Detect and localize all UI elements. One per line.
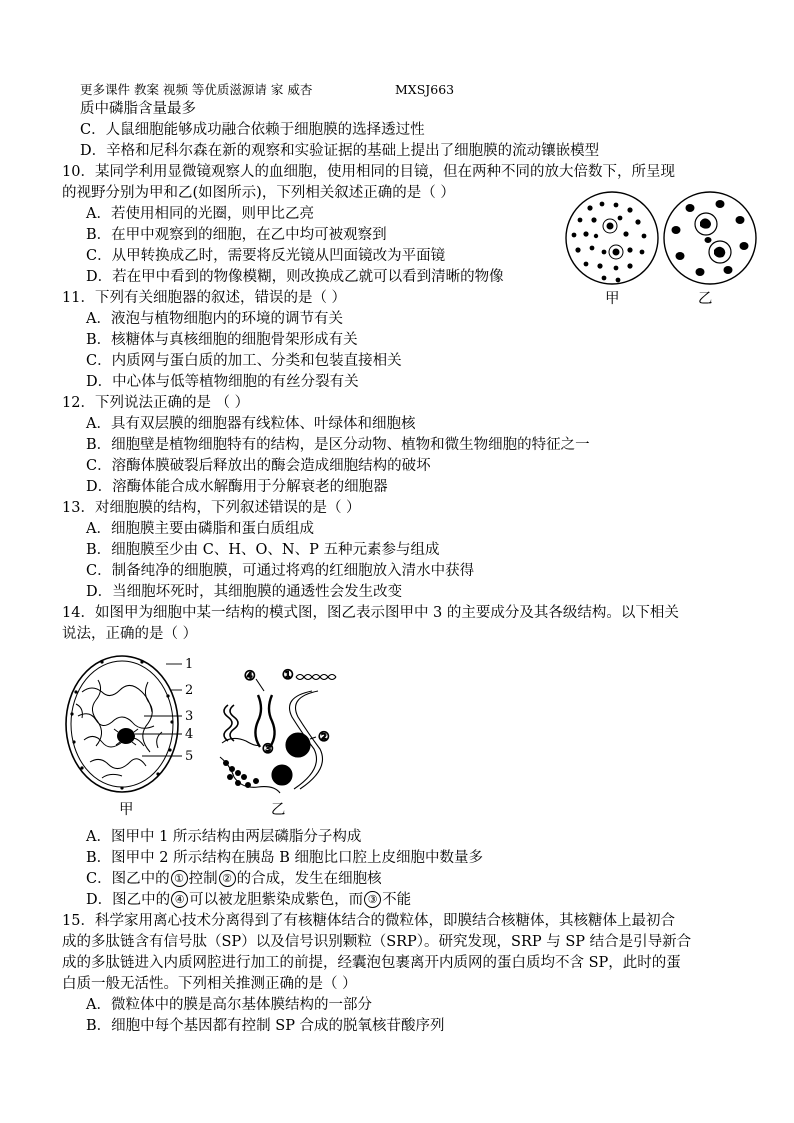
circled-1: ① [171,870,188,887]
label-jia-1: 1 [185,657,194,672]
q14-stem-1: 14．如图甲为细胞中某一结构的模式图，图乙表示图甲中 3 的主要成分及其各级结构。以下相关 [62,605,679,621]
q10-option-c: C．从甲转换成乙时，需要将反光镜从凹面镜改为平面镜 [86,248,446,264]
q15-option-b: B．细胞中每个基因都有控制 SP 合成的脱氧核苷酸序列 [86,1018,445,1034]
q14-option-b: B．图甲中 2 所示结构在胰岛 B 细胞比口腔上皮细胞中数量多 [86,850,483,866]
q12-option-a: A．具有双层膜的细胞器有线粒体、叶绿体和细胞核 [86,416,416,432]
circled-3: ③ [364,891,381,908]
q12-option-c: C．溶酶体膜破裂后释放出的酶会造成细胞结构的破坏 [86,458,431,474]
q14-option-c-part1: C．图乙中的 [86,871,170,887]
label-jia-2: 2 [185,683,194,698]
q13-option-a: A．细胞膜主要由磷脂和蛋白质组成 [86,521,314,537]
label-yi-3: ③ [262,742,274,757]
q15-stem-2: 成的多肽链含有信号肽（SP）以及信号识别颗粒（SRP）。研究发现，SRP 与 SP 结合是引导新合 [62,934,692,950]
q14-option-d-part2: 可以被龙胆紫染成紫色，而 [189,892,364,908]
q9-option-d: D．辛格和尼科尔森在新的观察和实验证据的基础上提出了细胞膜的流动镶嵌模型 [80,143,600,159]
q12-option-b: B．细胞壁是植物细胞特有的结构，是区分动物、植物和微生物细胞的特征之一 [86,437,590,453]
q15-stem-3: 成的多肽链进入内质网腔进行加工的前提，经囊泡包裹离开内质网的蛋白质均不含 SP，此时的蛋 [62,955,681,971]
q11-option-b: B．核糖体与真核细胞的细胞骨架形成有关 [86,332,358,348]
q10-figure-label-jia: 甲 [605,291,620,307]
q15-stem-1: 15．科学家用离心技术分离得到了有核糖体结合的微粒体，即膜结合核糖体，其核糖体上最初合 [62,913,675,929]
q14-figure-label-yi: 乙 [271,802,286,818]
q10-option-b: B．在甲中观察到的细胞，在乙中均可被观察到 [86,227,387,243]
q14-option-a: A．图甲中 1 所示结构由两层磷脂分子构成 [86,829,362,845]
q13-option-c: C．制备纯净的细胞膜，可通过将鸡的红细胞放入清水中获得 [86,563,475,579]
chromosome-diagram-yi [212,665,372,795]
nucleus-diagram-jia [62,652,202,802]
q11-stem: 11．下列有关细胞器的叙述，错误的是（ ） [62,290,347,306]
q14-option-d-part3: 不能 [382,892,412,908]
q13-option-b: B．细胞膜至少由 C、H、O、N、P 五种元素参与组成 [86,542,440,558]
q13-stem: 13．对细胞膜的结构，下列叙述错误的是（ ） [62,500,361,516]
label-jia-5: 5 [185,749,194,764]
q10-stem-2: 的视野分别为甲和乙(如图所示)，下列相关叙述正确的是（ ） [62,185,455,201]
label-jia-3: 3 [185,709,194,724]
q15-option-a: A．微粒体中的膜是高尔基体膜结构的一部分 [86,997,372,1013]
q12-option-d: D．溶酶体能合成水解酶用于分解衰老的细胞器 [86,479,388,495]
q10-stem-1: 10．某同学利用显微镜观察人的血细胞，使用相同的目镜，但在两种不同的放大倍数下，所呈现 [62,164,675,180]
q14-option-d-part1: D．图乙中的 [86,892,171,908]
field-yi [664,192,756,284]
q14-option-c-part3: 的合成，发生在细胞核 [236,871,382,887]
q10-figure-label-yi: 乙 [698,291,713,307]
label-yi-1: ① [282,668,294,683]
q11-option-d: D．中心体与低等植物细胞的有丝分裂有关 [86,374,359,390]
q13-option-d: D．当细胞坏死时，其细胞膜的通透性会发生改变 [86,584,403,600]
q12-stem: 12．下列说法正确的是 （ ） [62,395,250,411]
q10-option-d: D．若在甲中看到的物像模糊，则改换成乙就可以看到清晰的物像 [86,269,504,285]
q15-stem-4: 白质一般无活性。下列相关推测正确的是（ ） [62,976,357,992]
circled-2: ② [219,870,236,887]
q14-stem-2: 说法，正确的是（ ） [62,626,198,642]
header-code: MXSJ663 [395,82,455,97]
circled-4: ④ [171,891,188,908]
q10-option-a: A．若使用相同的光圈，则甲比乙亮 [86,206,314,222]
q11-option-c: C．内质网与蛋白质的加工、分类和包装直接相关 [86,353,402,369]
label-yi-2: ② [318,730,330,745]
q14-option-d [86,890,411,910]
label-yi-4: ④ [244,669,256,684]
q14-figure-label-jia: 甲 [119,802,134,818]
label-jia-4: 4 [185,727,194,742]
microscope-field-figure [560,190,760,310]
q14-option-c-part2: 控制 [188,871,218,887]
field-jia [566,192,658,284]
q9-option-c: C．人鼠细胞能够成功融合依赖于细胞膜的选择透过性 [80,122,425,138]
q11-option-a: A．液泡与植物细胞内的环境的调节有关 [86,311,343,327]
q14-option-c [86,869,382,889]
q9-line: 质中磷脂含量最多 [80,101,196,117]
header-source: 更多课件 教案 视频 等优质滋源请 家 威杏 [80,82,313,97]
